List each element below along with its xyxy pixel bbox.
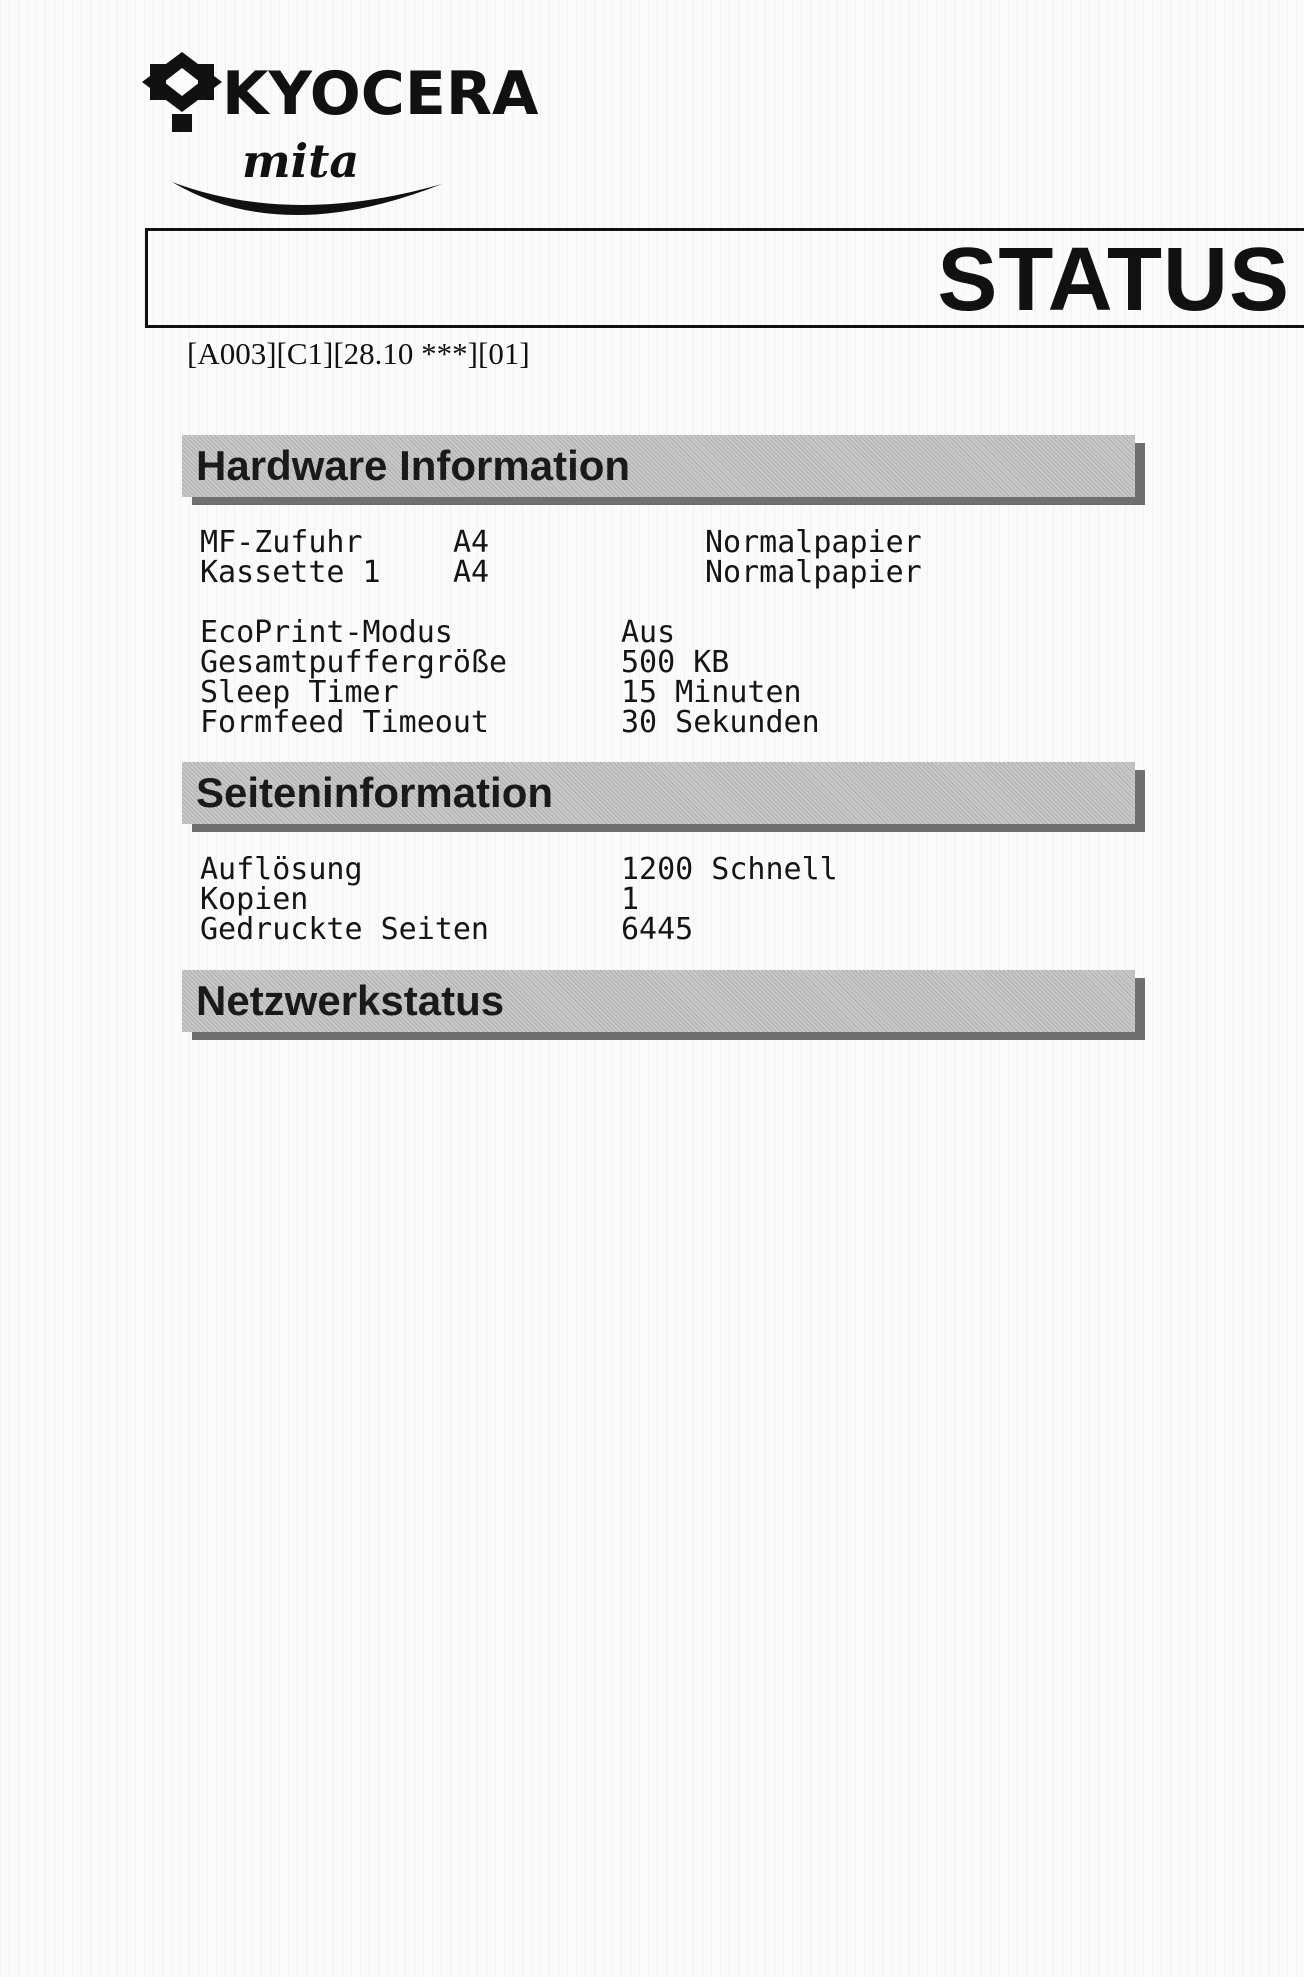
setting-value: 500 KB xyxy=(621,645,730,680)
kyocera-mita-logo xyxy=(142,52,539,224)
page-info-label: Gedruckte Seiten xyxy=(200,912,489,947)
page-info-label: Auflösung xyxy=(200,852,363,887)
tray-size: A4 xyxy=(453,555,490,590)
section-title: Hardware Information xyxy=(196,442,631,489)
page-info-value: 1 xyxy=(621,882,640,917)
svg-text:KYOCERA: KYOCERA xyxy=(222,59,539,129)
section-title: Netzwerkstatus xyxy=(196,977,505,1024)
setting-label: Gesamtpuffergröße xyxy=(200,645,508,680)
section-header-network xyxy=(182,970,1135,1032)
page-info-label: Kopien xyxy=(200,882,309,917)
page-info-value: 1200 Schnell xyxy=(621,852,838,887)
page-title: STATUS xyxy=(937,230,1290,330)
status-code: [A003][C1][28.10 ***][01] xyxy=(187,336,530,371)
section-title: Seiteninformation xyxy=(196,769,554,816)
tray-name: Kassette 1 xyxy=(200,555,381,590)
setting-value: 30 Sekunden xyxy=(621,705,820,740)
svg-text:mita: mita xyxy=(242,134,360,188)
setting-label: Formfeed Timeout xyxy=(200,705,489,740)
setting-value: 15 Minuten xyxy=(621,675,802,710)
section-header-page-info xyxy=(182,762,1135,824)
tray-media: Normalpapier xyxy=(705,555,922,590)
tray-size: A4 xyxy=(453,525,490,560)
setting-value: Aus xyxy=(621,615,676,650)
setting-label: EcoPrint-Modus xyxy=(200,615,453,650)
section-header-hardware xyxy=(182,435,1135,497)
tray-name: MF-Zufuhr xyxy=(200,525,363,560)
title-box xyxy=(145,228,1304,328)
tray-media: Normalpapier xyxy=(705,525,922,560)
page-info-value: 6445 xyxy=(621,912,694,947)
setting-label: Sleep Timer xyxy=(200,675,399,710)
kyocera-emblem-icon xyxy=(142,52,222,132)
